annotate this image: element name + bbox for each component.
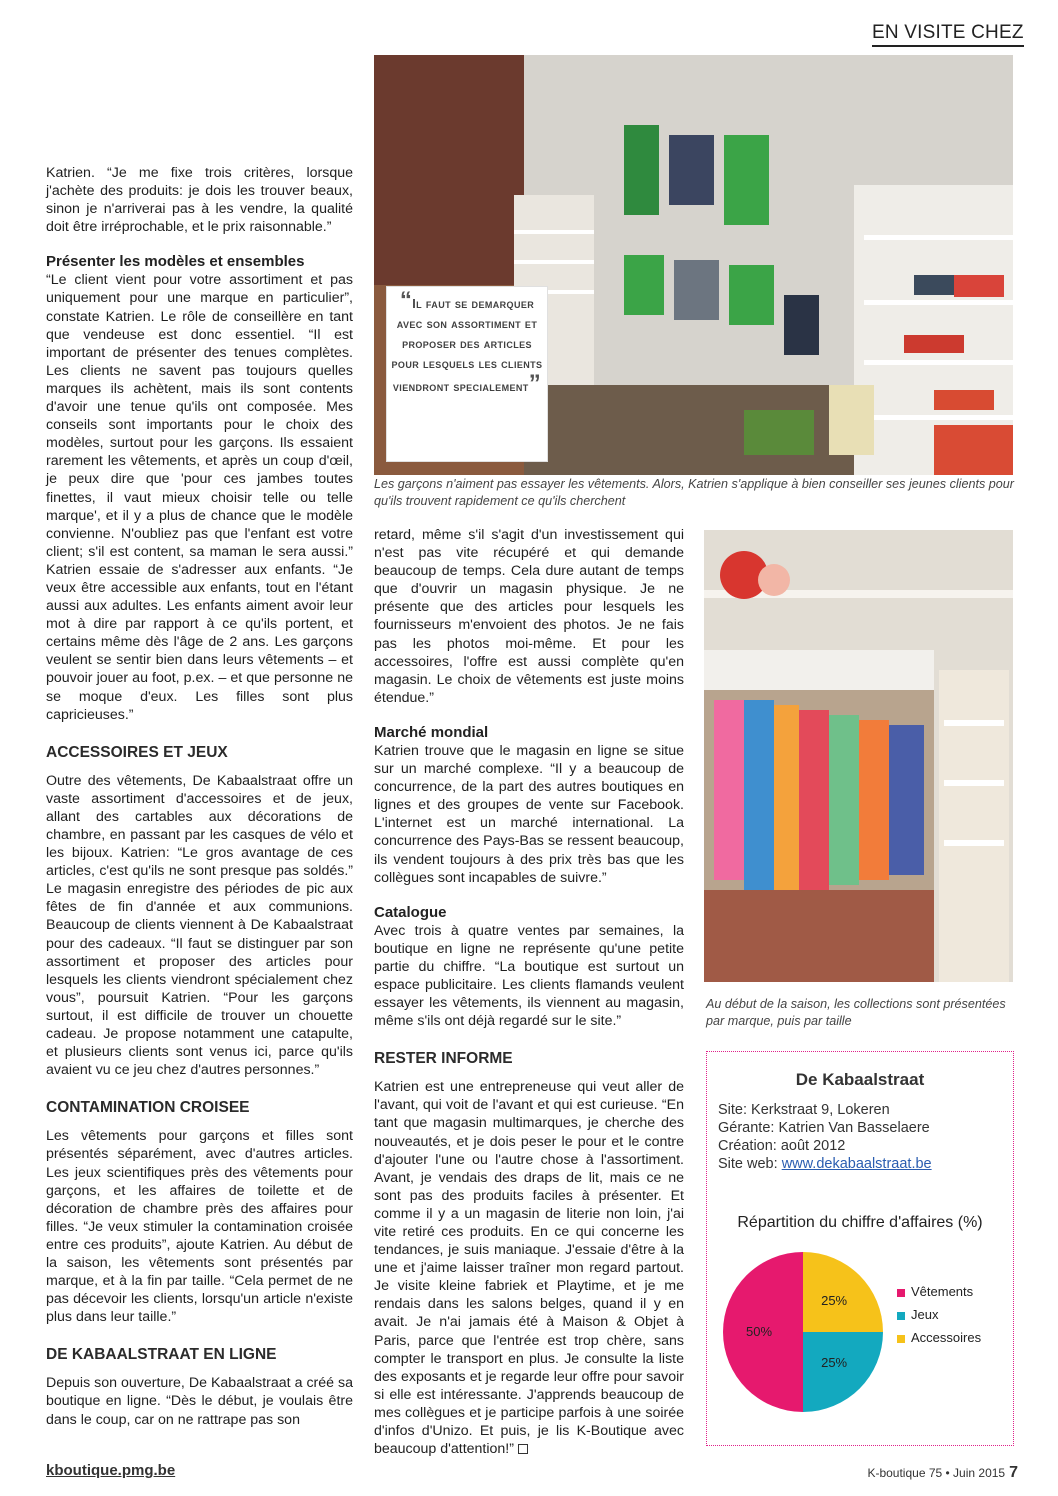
subheading: Présenter les modèles et ensembles [46,253,305,271]
clothing-racks-photo [704,530,1013,982]
paragraph: retard, même s'il s'agit d'un investissement qui n'est pas vite récupéré et qui demande beaucoup de temps. Cela dure autant de temps que d'ouvrir un magasin physique. Je ne présente que des articles pour lesquels les fournisseurs m'envoient des photos. Je ne fais pas les photos moi-même. Et pour les accessoires, l'offre est aussi complète qu'en magasin. Le choix de vêtements est juste moins étendue.” [374,527,684,706]
end-mark-icon [518,1444,528,1454]
company-name: De Kabaalstraat [795,1070,925,1089]
revenue-pie-chart [717,1246,889,1418]
website-line: Site web: www.dekabaalstraat.be [718,1156,932,1172]
page-number: 7 [1009,1464,1018,1481]
legend-label: Vêtements [911,1284,974,1299]
legend-label: Jeux [911,1307,939,1322]
footer-issue: K-boutique 75 • Juin 2015 7 [867,1464,1018,1481]
legend-item [897,1303,981,1326]
pie-slice-jeux [803,1332,883,1412]
paragraph: Avec trois à quatre ventes par semaines, la boutique en ligne ne représente qu'une petite partie du chiffre. “La boutique est surtout un espace publicitaire. Les clients flamands veulent essayer les vêtements, ils viennent au magasin, même s'ils ont déjà regardé sur le site.” [374,922,684,1030]
section-heading: CONTAMINATION CROISEE [46,1099,250,1117]
creation-line: Création: août 2012 [718,1138,846,1154]
paragraph: Outre des vêtements, De Kabaalstraat offre un vaste assortiment d'accessoires et de jeux, allant des cartables aux décorations de chambre, en passant par les casques de vélo et les bijoux. Katrien: “Le gros avantage de ces articles, c'est qu'ils ne sont presque pas soldés.” Le magasin enregistre des périodes de pic aux fêtes de fin d'année et aux communions. Beaucoup de clients viennent à De Kabaalstraat pour des cadeaux. “Il faut se distinguer par son assortiment et proposer des articles pour lesquels les clients viendront spécialement chez vous”, poursuit Katrien. “Pour les garçons surtout, il est difficile de trouver un chouette cadeau. Je propose notamment une catapulte, et plusieurs clients sont venus ici, parce qu'ils avaient vu ce jeu chez d'autres personnes.” [46,772,353,1079]
section-heading: ACCESSOIRES ET JEUX [46,743,228,761]
photo-caption: Les garçons n'aiment pas essayer les vêtements. Alors, Katrien s'applique à bien conseiller ses jeunes clients pour qu'ils trouvent rapidement ce qu'ils cherchent [374,477,1014,508]
pie-data-label: 25% [821,1292,848,1308]
column-left [46,164,353,1429]
section-tag: EN VISITE CHEZ [872,22,1024,47]
legend-swatch [897,1289,905,1297]
column-middle [374,526,684,1458]
pie-data-label: 50% [745,1324,773,1339]
paragraph: Katrien trouve que le magasin en ligne se situe sur un marché complexe. “Il y a beaucoup de concurrence, de la part des autres boutiques en lignes et des groupes de vente sur Facebook. L'internet est un marché international. La concurrence des Pays-Bas se ressent beaucoup, ils vendent toujours à des prix très bas que les collègues sont incapables de suivre.” [374,742,684,886]
open-quote-mark: “ [399,287,413,314]
legend-label: Accessoires [911,1330,982,1345]
section-heading: RESTER INFORME [374,1050,513,1068]
legend-swatch [897,1335,905,1343]
subheading: Marché mondial [374,723,489,741]
pull-quote-text: Il faut se demarquer avec son assortiment et proposer des articles pour lesquels les clients viendront specialement [391,297,543,394]
close-quote-mark: ” [528,370,542,397]
legend-item [897,1280,981,1303]
paragraph: Les vêtements pour garçons et filles sont présentés séparément, avec d'autres articles. Les jeux scientifiques près des vêtements pour garçons, et les affaires de toilette et de décoration de chambre près des affaires pour filles. “Je veux stimuler la contamination croisée entre ces produits”, ajoute Katrien. Au début de la saison, les vêtements sont présentés par marque, et à la fin par taille. “Cela permet de ne pas décevoir les clients, lorsqu'un article n'existe plus dans leur taille.” [46,1128,353,1326]
website-link[interactable]: www.dekabaalstraat.be [781,1156,932,1172]
pull-quote [386,286,548,462]
paragraph: “Le client vient pour votre assortiment et pas uniquement pour une marque en particulier”, constate Katrien. Le rôle de conseillère en tant que vendeuse est donc essentiel. “Il est important de présenter des tenues complètes. Les clients ne savent pas toujours quelles marques ils achètent, mais ils sont contents d'avoir une tenue qu'ils ont composée. Mes conseils sont importants pour le choix des modèles, surtout pour les garçons. Ils essaient rarement les vêtements, et après un coup d'œil, je peux dire que 'pour ces jambes toutes finettes, il vaut mieux choisir telle ou telle marque', et il y a plus de chance que le modèle convienne. N'oubliez pas que l'enfant est votre client; s'il est content, sa maman le sera aussi.” Katrien essaie de s'adresser aux enfants. “Je veux être accessible aux enfants, tout en l'étant aussi aux adultes. Les enfants aiment avoir leur mot à dire par rapport à ce qu'ils portent, et certains même dès l'âge de 2 ans. Les garçons veulent se sentir bien dans leurs vêtements – et pouvoir jouer au foot, p.ex. – et que personne ne se moque d'eux. Les filles sont plus capricieuses.” [46,272,353,723]
chart-legend [897,1280,981,1349]
clothing-racks-illustration [704,530,1013,982]
company-details [718,1101,932,1173]
paragraph: Katrien est une entrepreneuse qui veut aller de l'avant, qui voit de l'avant et qui est curieuse. “En tant que magasin multimarques, je cherche des nouveautés, et je dois peser le pour et le contre d'ajouter l'une ou l'autre chose à l'assortiment. Avant, je vendais des draps de lit, mais ce ne sont pas des produits faciles à présenter. Et comme il y a un magasin de literie non loin, j'ai vite retiré ces produits. En ce qui concerne les tendances, je suis maniaque. J'essaie d'être à la une et j'aime laisser traîner mon regard partout. Je visite kleine fabriek et Playtime, et je me rendais dans les salons belges, quand il y en avait. Je n'ai jamais été à Maison & Objet à Paris, parce que l'entrée est trop chère, sans compter le transport en plus. Je consulte la liste des exposants et je regarde leur offre pour savoir si elle est intéressante. J'apprends beaucoup de mes collègues et je participe parfois à une soirée d'infos d'Unizo. Et puis, je lis K-Boutique avec beaucoup d'attention!” [374,1079,684,1458]
section-heading: DE KABAALSTRAAT EN LIGNE [46,1346,277,1364]
address-line: Site: Kerkstraat 9, Lokeren [718,1102,890,1118]
paragraph: Depuis son ouverture, De Kabaalstraat a créé sa boutique en ligne. “Dès le début, je voulais être dans le coup, car on ne rattrape pas son [46,1375,353,1428]
pie-data-label: 25% [821,1355,848,1371]
legend-item [897,1326,981,1349]
footer-website[interactable]: kboutique.pmg.be [46,1462,176,1479]
photo-caption: Au début de la saison, les collections sont présentées par marque, puis par taille [706,997,1006,1028]
manager-line: Gérante: Katrien Van Basselaere [718,1120,930,1136]
company-info-box [706,1051,1014,1446]
chart-title: Répartition du chiffre d'affaires (%) [737,1214,983,1231]
legend-swatch [897,1312,905,1320]
paragraph: Katrien. “Je me fixe trois critères, lorsque j'achète des produits: je dois les trouver beaux, sinon je n'arriverai pas à les vendre, la qualité doit être irréprochable, et le prix raisonnable.” [46,165,353,236]
subheading: Catalogue [374,903,447,921]
